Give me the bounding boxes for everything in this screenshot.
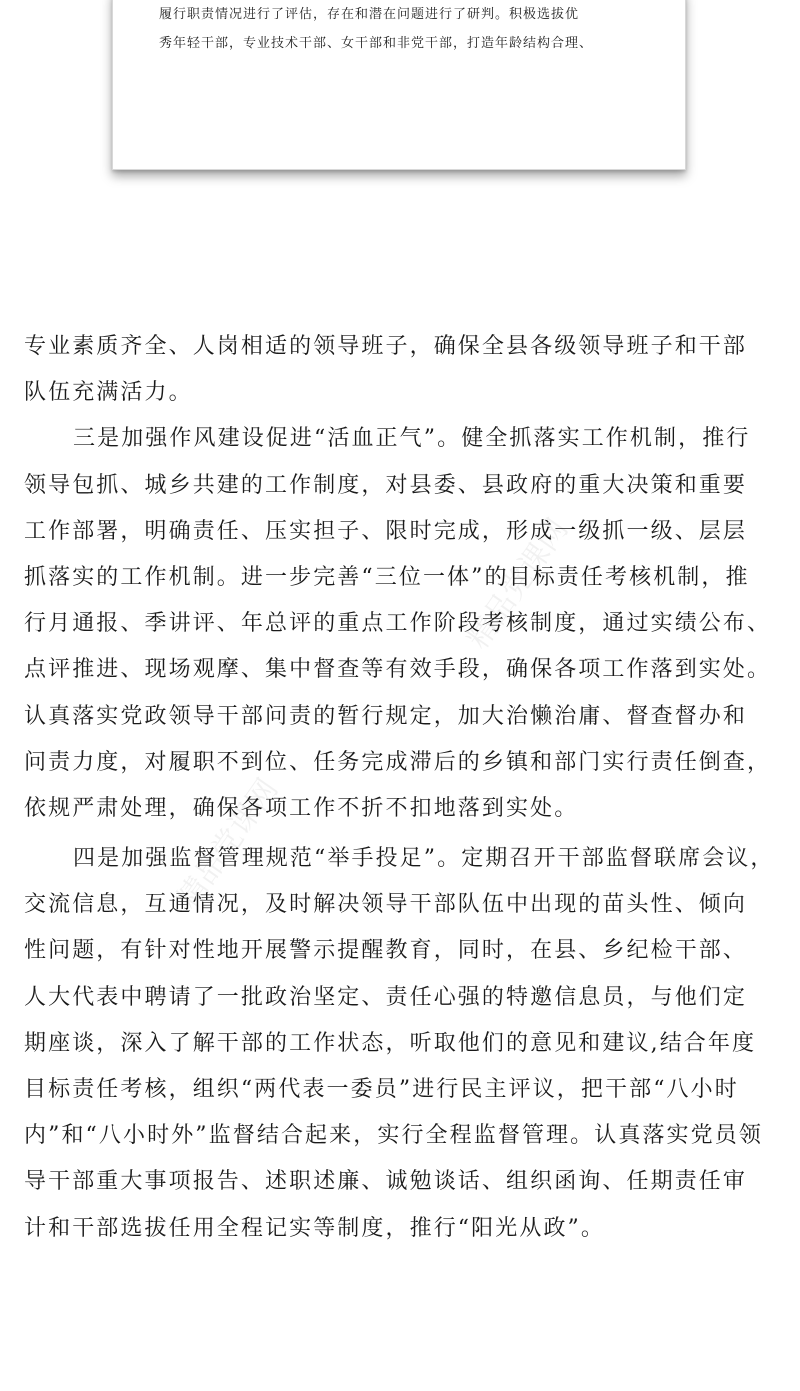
- preview-line-1: 履行职责情况进行了评估，存在和潜在问题进行了研判。积极选拔优: [159, 7, 580, 22]
- text-line: 工作部署，明确责任、压实担子、限时完成，形成一级抓一级、层层: [24, 518, 748, 544]
- text-line: 导干部重大事项报告、述职述廉、诚勉谈话、组织函询、任期责任审: [24, 1169, 748, 1195]
- text-line: 三是加强作风建设促进“活血正气”。健全抓落实工作机制，推行: [73, 426, 751, 452]
- preview-line-2: 秀年轻干部，专业技术干部、女干部和非党干部，打造年龄结构合理、: [159, 36, 594, 51]
- text-line: 领导包抓、城乡共建的工作制度，对县委、县政府的重大决策和重要: [24, 472, 748, 498]
- text-line: 人大代表中聘请了一批政治坚定、责任心强的特邀信息员，与他们定: [24, 984, 748, 1010]
- text-line: 抓落实的工作机制。进一步完善“三位一体”的目标责任考核机制，推: [24, 564, 750, 590]
- text-line: 性问题，有针对性地开展警示提醒教育，同时，在县、乡纪检干部、: [24, 938, 748, 964]
- text-line: 目标责任考核，组织“两代表一委员”进行民主评议，把干部“八小时: [24, 1077, 739, 1102]
- text-line: 四是加强监督管理规范“举手投足”。定期召开干部监督联席会议，: [73, 846, 775, 872]
- watermark: 精品党课网: [170, 772, 286, 916]
- text-line: 计和干部选拔任用全程记实等制度，推行“阳光从政”。: [24, 1215, 605, 1241]
- text-line: 队伍充满活力。: [24, 380, 193, 406]
- paragraph-3: [24, 836, 794, 1252]
- text-line: 认真落实党政领导干部问责的暂行规定，加大治懒治庸、督查督办和: [24, 703, 748, 729]
- text-line: 内”和“八小时外”监督结合起来，实行全程监督管理。认真落实党员领: [24, 1123, 763, 1149]
- preview-card: [112, 0, 686, 170]
- text-line: 交流信息，互通情况，及时解决领导干部队伍中出现的苗头性、倾向: [24, 892, 748, 918]
- text-line: 专业素质齐全、人岗相适的领导班子，确保全县各级领导班子和干部: [24, 334, 748, 359]
- paragraph-2: [24, 416, 794, 832]
- text-line: 问责力度，对履职不到位、任务完成滞后的乡镇和部门实行责任倒查，: [24, 749, 772, 775]
- text-line: 点评推进、现场观摩、集中督查等有效手段，确保各项工作落到实处。: [24, 657, 772, 683]
- paragraph-1: [24, 324, 794, 416]
- text-line: 行月通报、季讲评、年总评的重点工作阶段考核制度，通过实绩公布、: [24, 611, 772, 637]
- watermark: 精品党课网: [460, 512, 576, 656]
- document-body: [24, 324, 794, 1252]
- text-line: 依规严肃处理，确保各项工作不折不扣地落到实处。: [24, 795, 579, 821]
- text-line: 期座谈，深入了解干部的工作状态，听取他们的意见和建议,结合年度: [24, 1030, 757, 1056]
